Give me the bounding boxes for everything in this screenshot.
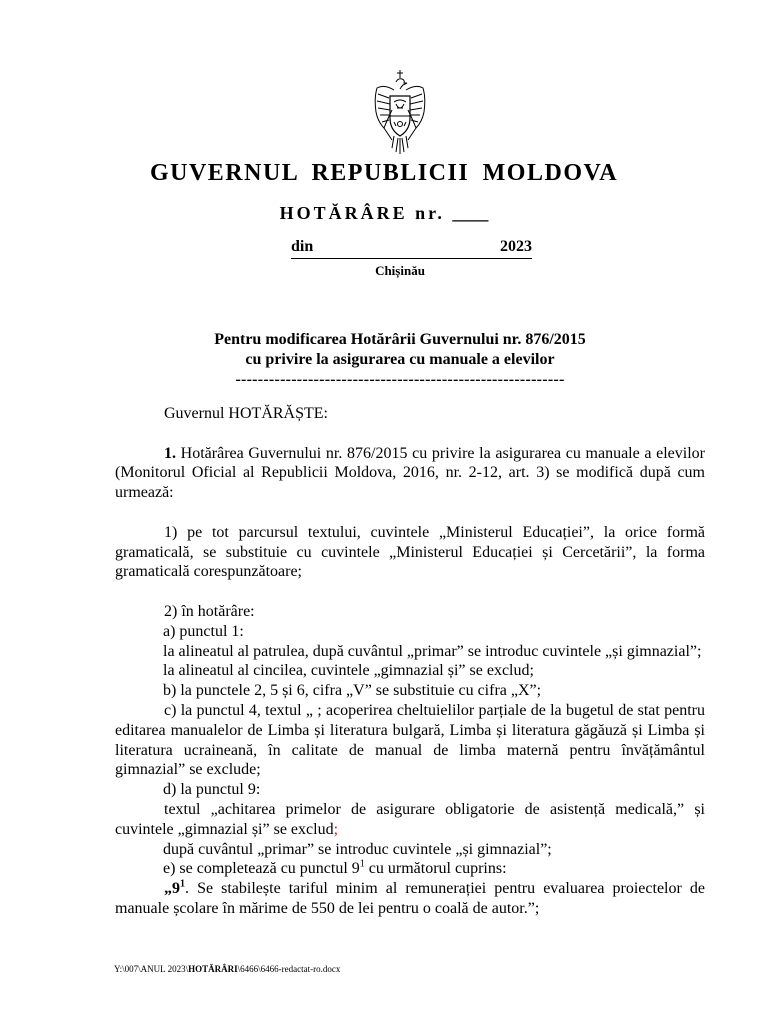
point-2: 2) în hotărâre: [164, 602, 255, 620]
point-2d-insert: după cuvântul „primar” se introduc cuvintele „și gimnazial”; [163, 840, 552, 858]
point-2a-paragraph-4: la alineatul al patrulea, după cuvântul „primar” se introduc cuvintele „și gimnazial”; [163, 642, 702, 660]
footer-path-end: \6466\6466-redactat-ro.docx [237, 964, 341, 974]
article-1-text: Hotărârea Guvernului nr. 876/2015 cu privire la asigurarea cu manuale a elevilor (Monitorul Oficial al Republicii Moldova, 2016, nr. 2-12, art. 3) se modifică după cum urmează: [115, 444, 705, 502]
file-path-footer [114, 964, 340, 974]
decision-subject [0, 330, 768, 390]
decides-heading: Guvernul HOTĂRĂȘTE: [164, 405, 328, 422]
article-1 [115, 444, 705, 503]
article-1-number: 1. [164, 444, 176, 462]
point-9-1 [115, 879, 705, 919]
subject-line-1: Pentru modificarea Hotărârii Guvernului nr. 876/2015 [214, 331, 586, 348]
point-2d: d) la punctul 9: [163, 781, 261, 799]
point-2d-text [115, 800, 705, 840]
point-2e-post: cu următorul cuprins: [364, 860, 507, 878]
point-2e-pre: e) se completează cu punctul 9 [163, 860, 360, 878]
decision-body [115, 404, 705, 919]
point-2e [115, 859, 705, 879]
subject-line-2: cu privire la asigurarea cu manuale a elevilor [245, 351, 555, 368]
subject-separator: ----------------------------------------------------------- [235, 371, 565, 388]
date-prefix: din [291, 238, 314, 255]
decision-number-blank: ____ [452, 203, 489, 223]
point-9-1-text: . Se stabilește tariful minim al remunerației pentru evaluarea proiectelor de manuale școlare în mărime de 550 de lei pentru o coală de autor.”; [115, 880, 705, 917]
decision-date-line [291, 238, 532, 259]
point-2d-text-main: textul „achitarea primelor de asigurare obligatorie de asistență medicală,” și cuvintele „gimnazial și” se exclud [115, 800, 705, 838]
footer-path-start: Y:\007\ANUL 2023\ [114, 964, 189, 974]
point-9-1-sup: 1 [180, 878, 185, 890]
point-2c: c) la punctul 4, textul „ ; acoperirea cheltuielilor parțiale de la bugetul de stat pentru editarea manualelor de Limba și literatura bulgară, Limba și literatura găgăuză și Limba și literatura ucraineană, în calitate de manual de limba maternă pentru învățământul gimnazial” se exclude; [115, 701, 705, 779]
point-2e-sup: 1 [359, 859, 365, 870]
point-2a-paragraph-5: la alineatul al cincilea, cuvintele „gimnazial și” se exclud; [163, 662, 534, 680]
point-1: 1) pe tot parcursul textului, cuvintele „Ministerul Educației”, la orice formă gramaticală, se substituie cu cuvintele „Ministerul Educației și Cercetării”, la forma gramaticală corespunzătoare; [115, 523, 705, 581]
issue-city: Chișinău [375, 263, 425, 278]
footer-path-bold: HOTĂRÂRI [188, 964, 238, 974]
point-9-1-number: „9 [164, 880, 180, 898]
point-2d-text-end: ; [333, 820, 339, 838]
moldova-coat-of-arms-icon [372, 68, 428, 156]
point-2a: a) punctul 1: [163, 622, 244, 640]
decision-title [0, 203, 768, 224]
government-title: GUVERNUL REPUBLICII MOLDOVA [149, 160, 619, 186]
date-year: 2023 [500, 238, 532, 255]
point-2b: b) la punctele 2, 5 și 6, cifra „V” se substituie cu cifra „X”; [163, 682, 542, 700]
decision-label: HOTĂRÂRE nr. [279, 203, 445, 223]
